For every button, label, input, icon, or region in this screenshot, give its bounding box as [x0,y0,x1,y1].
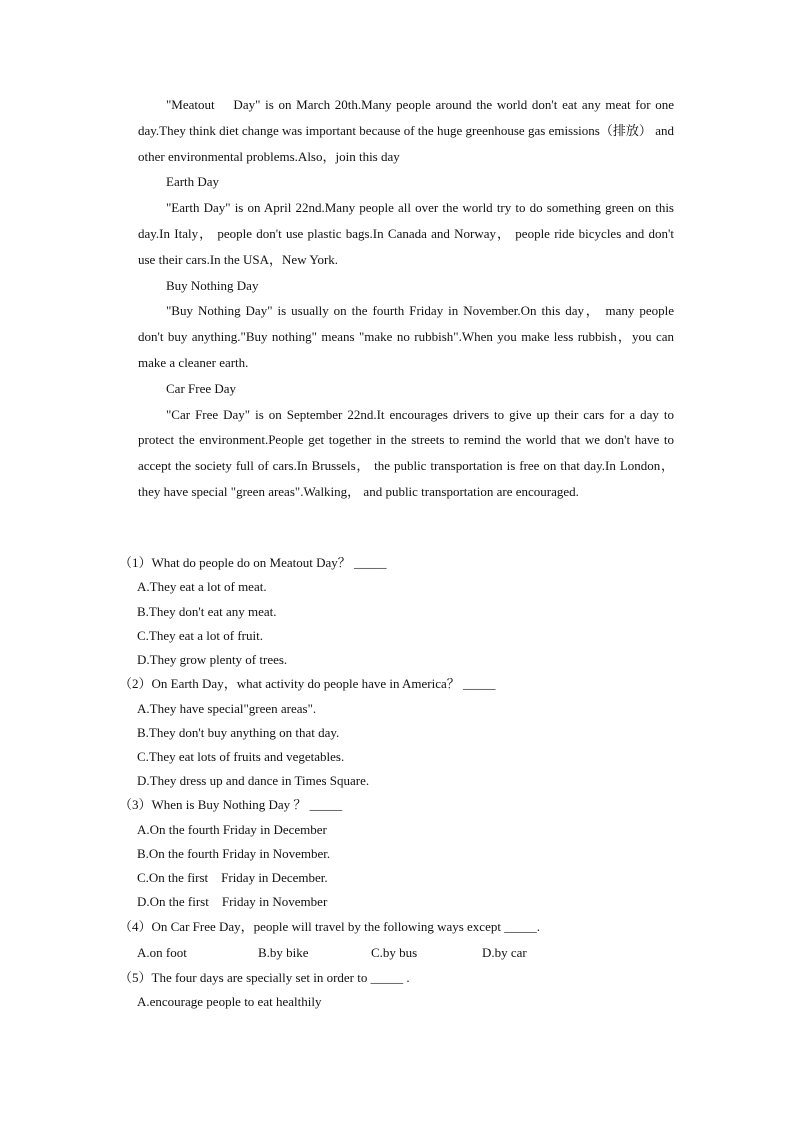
heading-earth-day: Earth Day [166,174,220,190]
question-2-option-b: B.They don't buy anything on that day. [137,724,340,740]
question-3-option-c: C.On the first Friday in December. [137,870,328,886]
question-1-option-a: A.They eat a lot of meat. [137,579,267,595]
question-3-option-b: B.On the fourth Friday in November. [137,846,331,862]
paragraph-earth-day: "Earth Day" is on April 22nd.Many people all over the world try to do something green on this day.In Italy， people don't use plastic bags.In Canada and Norway， people ride bicycles and don't use their cars.In the USA，New York. [138,200,674,267]
question-1: （1）What do people do on Meatout Day？ _____ [119,555,387,570]
question-5-option-a: A.encourage people to eat healthily [137,994,322,1010]
question-4-option-b: B.by bike [258,945,309,961]
question-list [119,551,679,1015]
question-2: （2）On Earth Day，what activity do people have in America？ _____ [119,676,496,692]
question-4-option-c: C.by bus [371,945,418,961]
question-4-options [119,939,679,966]
paragraph-car-free-day: "Car Free Day" is on September 22nd.It encourages drivers to give up their cars for a day to protect the environment.People get together in the streets to remind the world that we don't have to accept the society full of cars.In Brussels， the public transportation is free on that day.In London， they have special "green areas".Walking， and public transportation are encouraged. [138,406,674,499]
question-4: （4）On Car Free Day，people will travel by the following ways except _____. [119,918,540,934]
question-3-option-a: A.On the fourth Friday in December [137,821,327,837]
question-5: （5）The four days are specially set in order to _____ . [119,970,410,986]
question-1-option-c: C.They eat a lot of fruit. [137,627,263,643]
reading-passage [138,92,674,505]
question-3: （3）When is Buy Nothing Day ？ _____ [119,797,343,813]
question-4-option-a: A.on foot [137,945,187,961]
question-2-option-d: D.They dress up and dance in Times Square. [137,773,370,789]
question-2-option-a: A.They have special"green areas". [137,700,317,716]
question-1-option-b: B.They don't eat any meat. [137,603,277,619]
paragraph-buy-nothing-day: "Buy Nothing Day" is usually on the fourth Friday in November.On this day， many people don't buy anything."Buy nothing" means "make no rubbish".When you make less rubbish，you can make a cleaner earth. [138,303,674,370]
question-1-option-d: D.They grow plenty of trees. [137,652,288,668]
heading-car-free-day: Car Free Day [166,380,237,396]
question-2-option-c: C.They eat lots of fruits and vegetables. [137,749,345,765]
heading-buy-nothing-day: Buy Nothing Day [166,277,259,293]
paragraph-meatout-day: "Meatout Day" is on March 20th.Many people around the world don't eat any meat for one day.They think diet change was important because of the huge greenhouse gas emissions（排放） and other environmental problems.Also，join this day [138,97,674,164]
question-4-option-d: D.by car [482,945,527,961]
question-3-option-d: D.On the first Friday in November [137,894,328,910]
